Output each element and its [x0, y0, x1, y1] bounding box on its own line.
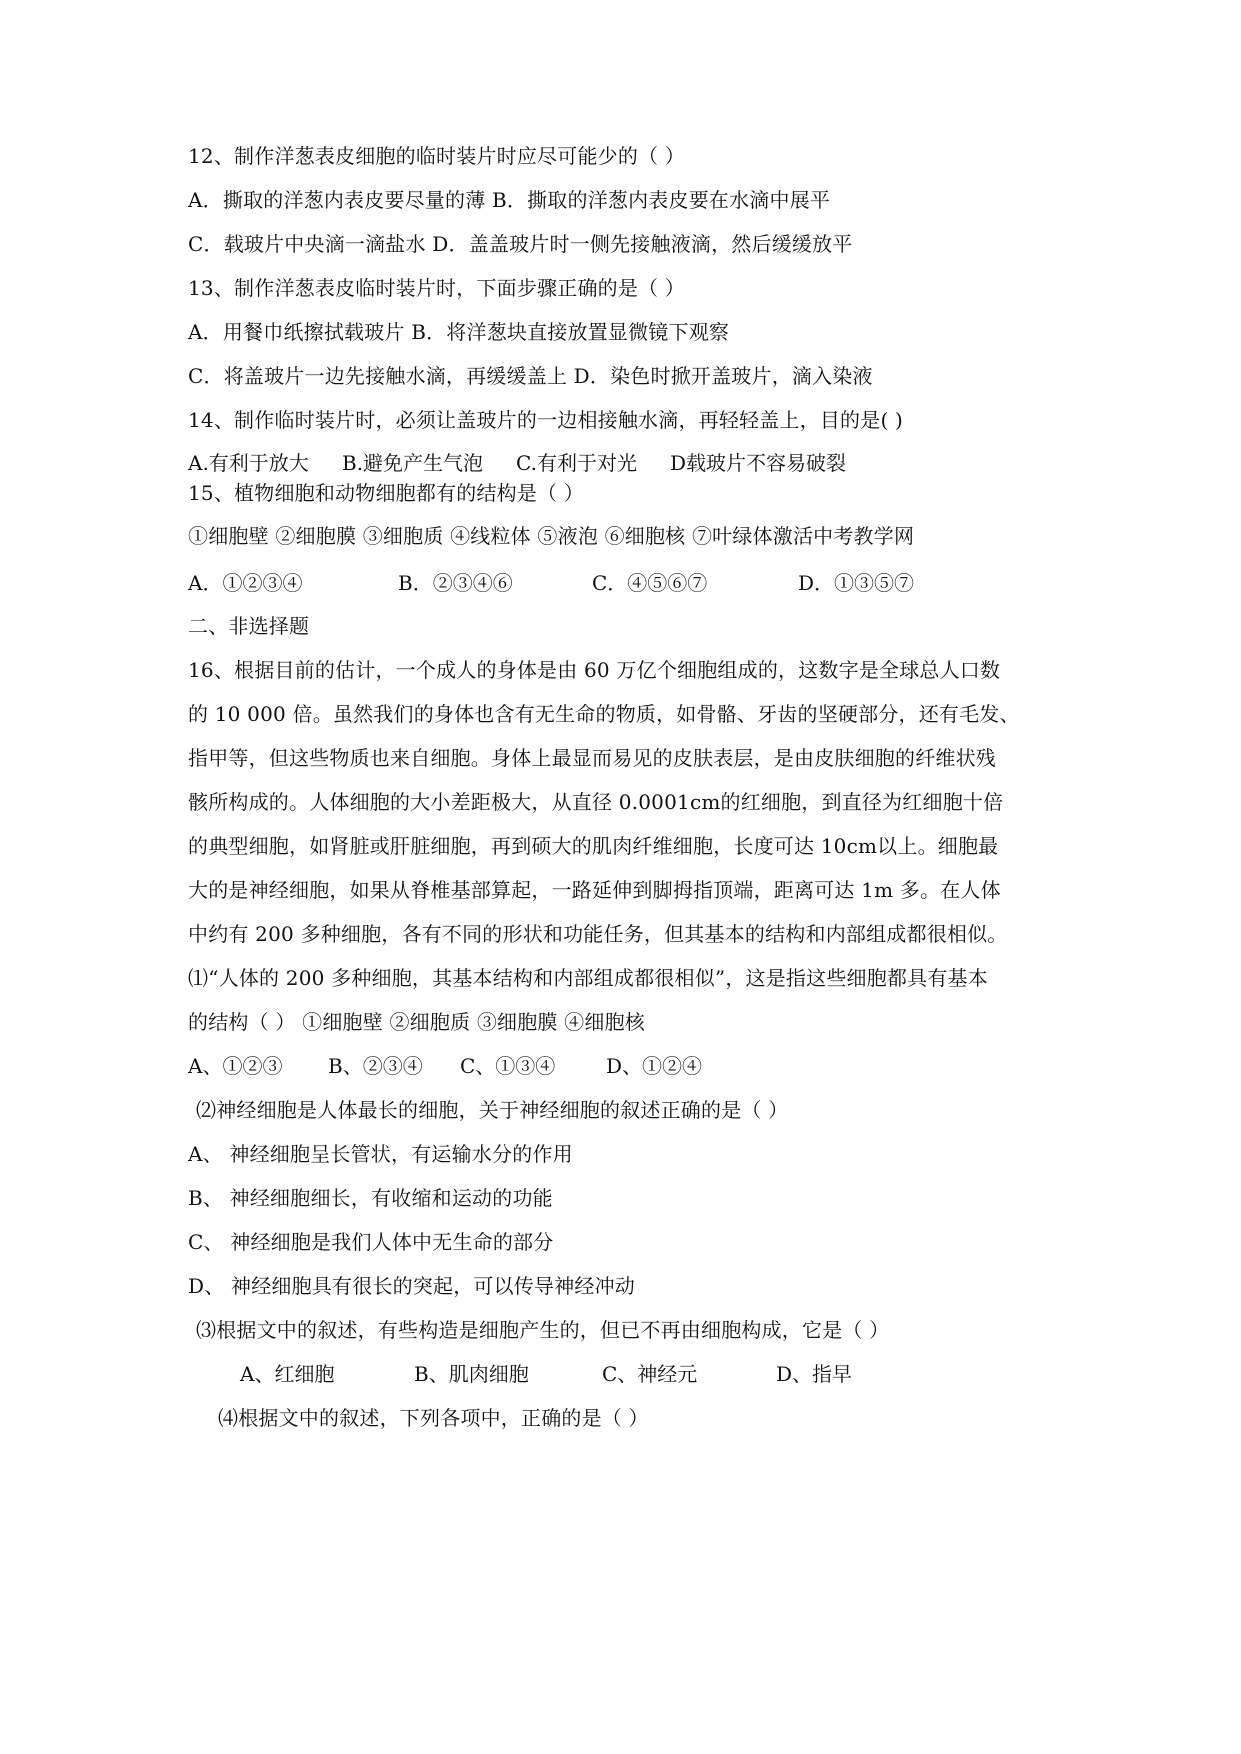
q16-passage-line: 大的是神经细胞，如果从脊椎基部算起，一路延伸到脚拇指顶端，距离可达 1m 多。在人体 — [188, 878, 1001, 902]
q16-sub3-stem: ⑶根据文中的叙述，有些构造是细胞产生的，但已不再由细胞构成，它是（ ） — [196, 1318, 890, 1342]
q16-sub2-option-d: D、 神经细胞具有很长的突起，可以传导神经冲动 — [188, 1274, 635, 1298]
q15-option-d: D．①③⑤⑦ — [798, 571, 915, 595]
q15-items: ①细胞壁 ②细胞膜 ③细胞质 ④线粒体 ⑤液泡 ⑥细胞核 ⑦叶绿体激活中考教学网 — [188, 524, 915, 548]
q16-sub2-option-c: C、 神经细胞是我们人体中无生命的部分 — [188, 1230, 554, 1254]
q16-sub3-option-b: B、肌肉细胞 — [414, 1362, 529, 1386]
q16-passage-line: 16、根据目前的估计，一个成人的身体是由 60 万亿个细胞组成的，这数字是全球总人口数 — [188, 658, 1001, 682]
q16-passage-line: 中约有 200 多种细胞，各有不同的形状和功能任务，但其基本的结构和内部组成都很相似。 — [188, 922, 1008, 946]
q15-option-c: C．④⑤⑥⑦ — [592, 571, 708, 595]
q15-stem: 15、植物细胞和动物细胞都有的结构是（ ） — [188, 481, 585, 505]
section-heading: 二、非选择题 — [188, 614, 310, 638]
q15-option-b: B．②③④⑥ — [398, 571, 513, 595]
q12-options-cd: C．载玻片中央滴一滴盐水 D．盖盖玻片时一侧先接触液滴，然后缓缓放平 — [188, 232, 853, 256]
q16-sub1-option-a: A、①②③ — [188, 1054, 283, 1078]
q16-sub2-option-a: A、 神经细胞呈长管状，有运输水分的作用 — [188, 1142, 573, 1166]
q16-sub1-option-c: C、①③④ — [460, 1054, 556, 1078]
q16-sub1-option-d: D、①②④ — [606, 1054, 703, 1078]
q13-options-cd: C．将盖玻片一边先接触水滴，再缓缓盖上 D．染色时掀开盖玻片，滴入染液 — [188, 364, 873, 388]
q14-option-b: B.避免产生气泡 — [342, 451, 484, 475]
q16-passage-line: 的 10 000 倍。虽然我们的身体也含有无生命的物质，如骨骼、牙齿的坚硬部分，还有毛发、 — [188, 702, 1020, 726]
q16-sub3-option-c: C、神经元 — [602, 1362, 698, 1386]
q16-sub1-stem: ⑴“人体的 200 多种细胞，其基本结构和内部组成都很相似”，这是指这些细胞都具有基本 — [188, 966, 988, 990]
q16-passage-line: 的典型细胞，如肾脏或肝脏细胞，再到硕大的肌肉纤维细胞，长度可达 10cm以上。细胞最 — [188, 834, 999, 858]
q13-stem: 13、制作洋葱表皮临时装片时，下面步骤正确的是（ ） — [188, 276, 686, 300]
q16-sub3-option-d: D、指早 — [776, 1362, 853, 1386]
q16-passage-line: 骸所构成的。人体细胞的大小差距极大，从直径 0.0001cm的红细胞，到直径为红细胞十倍 — [188, 790, 1004, 814]
q16-sub3-option-a: A、红细胞 — [240, 1362, 335, 1386]
q12-options-ab: A．撕取的洋葱内表皮要尽量的薄 B．撕取的洋葱内表皮要在水滴中展平 — [188, 188, 831, 212]
q16-sub1-structures: 的结构（ ） ①细胞壁 ②细胞质 ③细胞膜 ④细胞核 — [188, 1010, 645, 1034]
q12-stem: 12、制作洋葱表皮细胞的临时装片时应尽可能少的（ ） — [188, 144, 686, 168]
q14-option-d: D载玻片不容易破裂 — [670, 451, 847, 475]
q16-sub4-stem: ⑷根据文中的叙述，下列各项中，正确的是（ ） — [218, 1406, 649, 1430]
q16-passage-line: 指甲等，但这些物质也来自细胞。身体上最显而易见的皮肤表层，是由皮肤细胞的纤维状残 — [188, 746, 996, 770]
q15-option-a: A．①②③④ — [188, 571, 303, 595]
q16-sub1-option-b: B、②③④ — [328, 1054, 423, 1078]
q13-options-ab: A．用餐巾纸擦拭载玻片 B．将洋葱块直接放置显微镜下观察 — [188, 320, 730, 344]
q16-sub2-option-b: B、 神经细胞细长，有收缩和运动的功能 — [188, 1186, 553, 1210]
q14-stem: 14、制作临时装片时，必须让盖玻片的一边相接触水滴，再轻轻盖上，目的是( ) — [188, 408, 904, 432]
q16-sub2-stem: ⑵神经细胞是人体最长的细胞，关于神经细胞的叙述正确的是（ ） — [196, 1098, 789, 1122]
q14-option-c: C.有利于对光 — [516, 451, 637, 475]
q14-option-a: A.有利于放大 — [188, 451, 309, 475]
